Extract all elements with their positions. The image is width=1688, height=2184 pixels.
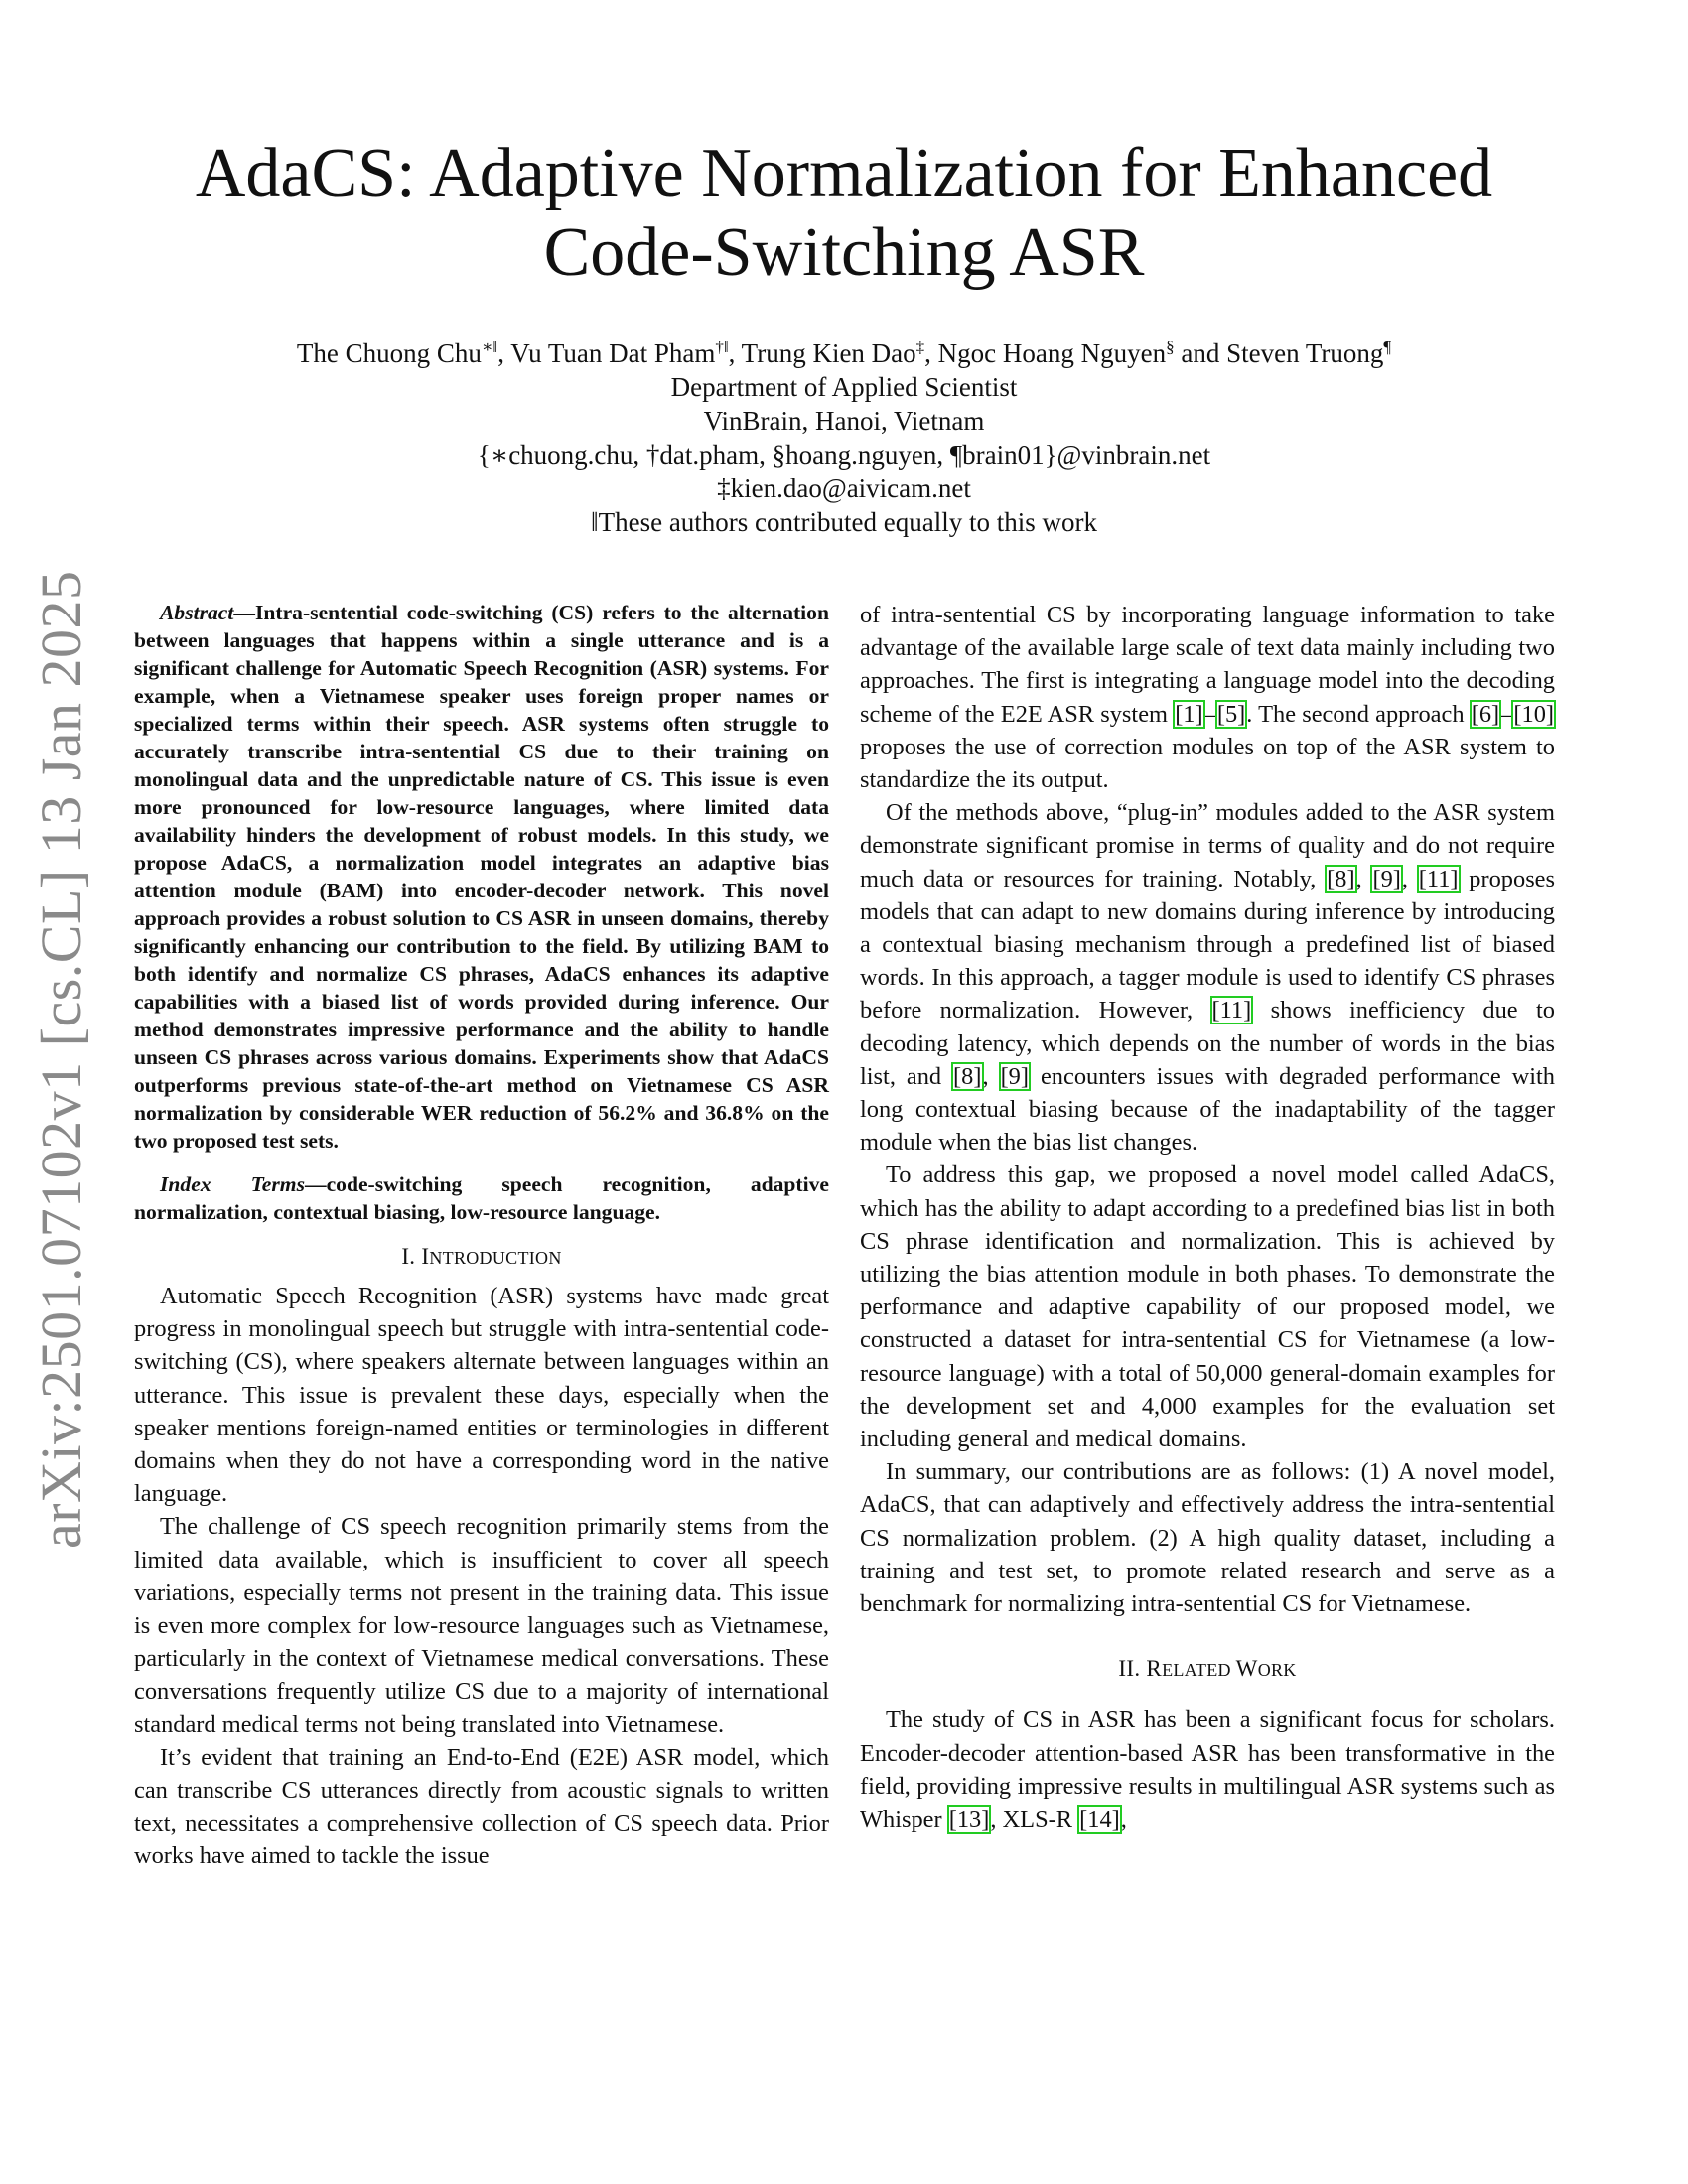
- text-run: ,: [982, 1062, 1000, 1090]
- paragraph: [860, 599, 1555, 796]
- arxiv-identifier: arXiv:2501.07102v1 [cs.CL] 13 Jan 2025: [29, 570, 93, 1549]
- author-mark: ∗‖: [481, 338, 498, 356]
- paragraph: Automatic Speech Recognition (ASR) systems have made great progress in monolingual speech but struggle with intra-sentential code-switching (CS), where speakers alternate between languages within an utterance. This issue is prevalent these days, especially when the speaker mentions foreign-named entities or terminologies in different domains when they do not have a corresponding word in the native language.: [134, 1283, 829, 1508]
- author-block: [0, 331, 1688, 539]
- text-run: ,: [1355, 865, 1372, 892]
- section-title: NTRODUCTION: [429, 1248, 562, 1268]
- abstract: [134, 599, 829, 1155]
- section-title: ORK: [1257, 1660, 1297, 1681]
- index-terms: [134, 1170, 829, 1226]
- author-mark: ¶: [1383, 338, 1392, 356]
- citation-link[interactable]: [11]: [1211, 997, 1252, 1024]
- email-secondary: ‡kien.dao@aivicam.net: [717, 474, 971, 503]
- author-name: , Vu Tuan Dat Pham: [497, 339, 716, 368]
- affiliation: [0, 370, 1688, 539]
- text-run: ,: [1401, 865, 1418, 892]
- citation-link[interactable]: [1]: [1175, 700, 1203, 728]
- author-name: , Trung Kien Dao: [728, 339, 916, 368]
- text-run: –: [1500, 700, 1513, 728]
- author-name: The Chuong Chu: [296, 339, 482, 368]
- author-name: and Steven Truong: [1174, 339, 1384, 368]
- section-number: I. I: [401, 1244, 430, 1269]
- text-run: , XLS-R: [990, 1805, 1079, 1833]
- author-list: [0, 331, 1688, 370]
- citation-link[interactable]: [10]: [1513, 700, 1555, 728]
- left-column: [134, 599, 829, 1873]
- institution: VinBrain, Hanoi, Vietnam: [703, 406, 985, 436]
- right-column: [860, 599, 1555, 1836]
- department: Department of Applied Scientist: [670, 372, 1018, 402]
- paragraph: [860, 796, 1555, 1159]
- text-run: –: [1203, 700, 1216, 728]
- citation-link[interactable]: [8]: [953, 1062, 982, 1090]
- paragraph: The challenge of CS speech recognition primarily stems from the limited data available, which is insufficient to cover all speech variations, especially terms not present in the training data. This issue is even more complex for low-resource languages such as Vietnamese, particularly in the context of Vietnamese medical conversations. These conversations frequently utilize CS due to a majority of international standard medical terms not being translated into Vietnamese.: [134, 1513, 829, 1738]
- citation-link[interactable]: [9]: [1372, 865, 1401, 892]
- text-run: . The second approach: [1246, 700, 1471, 728]
- section-heading-related-work: [860, 1654, 1555, 1684]
- text-run: shows inefficiency due to decoding latency, which depends on the number of words in the bias list, and: [860, 997, 1555, 1090]
- text-run: ,: [1120, 1805, 1127, 1833]
- text-run: proposes the use of correction modules on top of the ASR system to standardize the its output.: [860, 733, 1555, 794]
- author-mark: †‖: [715, 338, 729, 356]
- author-name: , Ngoc Hoang Nguyen: [924, 339, 1167, 368]
- text-run: Of the methods above, “plug-in” modules added to the ASR system demonstrate significant promise in terms of quality and do not require much data or resources for training. Notably,: [860, 799, 1555, 892]
- title-line-2: Code-Switching ASR: [543, 214, 1145, 291]
- abstract-label: Abstract: [160, 601, 234, 624]
- paragraph: In summary, our contributions are as follows: (1) A novel model, AdaCS, that can adaptively and effectively address the intra-sentential CS normalization problem. (2) A high quality dataset, including a training and test set, to promote related research and serve as a benchmark for normalizing intra-sentential CS for Vietnamese.: [860, 1458, 1555, 1618]
- email-list: {∗chuong.chu, †dat.pham, §hoang.nguyen, ¶brain01}@vinbrain.net: [477, 440, 1211, 470]
- section-heading-introduction: [134, 1242, 829, 1272]
- citation-link[interactable]: [6]: [1471, 700, 1500, 728]
- paragraph: It’s evident that training an End-to-End (E2E) ASR model, which can transcribe CS utterances directly from acoustic signals to written text, necessitates a comprehensive collection of CS speech data. Prior works have aimed to tackle the issue: [134, 1743, 829, 1870]
- title-line-1: AdaCS: Adaptive Normalization for Enhanced: [195, 135, 1493, 211]
- section-title: ELATED: [1162, 1660, 1236, 1681]
- index-terms-label: Index Terms: [160, 1172, 305, 1196]
- paragraph: [860, 1704, 1555, 1836]
- paper-title: [0, 134, 1688, 293]
- section-number: II. R: [1118, 1656, 1163, 1682]
- citation-link[interactable]: [11]: [1418, 865, 1459, 892]
- index-terms-text: —code-switching speech recognition, adaptive normalization, contextual biasing, low-resource language.: [134, 1172, 830, 1224]
- citation-link[interactable]: [9]: [1000, 1062, 1030, 1090]
- citation-link[interactable]: [8]: [1327, 865, 1355, 892]
- citation-link[interactable]: [14]: [1079, 1805, 1120, 1833]
- text-run: The study of CS in ASR has been a significant focus for scholars. Encoder-decoder attention-based ASR has been transformative in the field, providing impressive results in multilingual ASR systems such as Whisper: [860, 1706, 1555, 1833]
- section-title: W: [1235, 1656, 1258, 1682]
- citation-link[interactable]: [13]: [948, 1805, 990, 1833]
- text-run: of intra-sentential CS by incorporating language information to take advantage of the available large scale of text data mainly including two approaches. The first is integrating a language model into the decoding scheme of the E2E ASR system: [860, 602, 1555, 728]
- citation-link[interactable]: [5]: [1216, 700, 1246, 728]
- abstract-text: —Intra-sentential code-switching (CS) refers to the alternation between languages that happens within a single utterance and is a significant challenge for Automatic Speech Recognition (ASR) systems. For example, when a Vietnamese speaker uses foreign proper names or specialized terms within their speech. ASR systems often struggle to accurately transcribe intra-sentential CS due to their training on monolingual data and the unpredictable nature of CS. This issue is even more pronounced for low-resource languages, where limited data availability hinders the development of robust models. In this study, we propose AdaCS, a normalization model integrates an adaptive bias attention module (BAM) into encoder-decoder network. This novel approach provides a robust solution to CS ASR in unseen domains, thereby significantly enhancing our contribution to the field. By utilizing BAM to both identify and normalize CS phrases, AdaCS enhances its adaptive capabilities with a biased list of words provided during inference. Our method demonstrates impressive performance and the ability to handle unseen CS phrases across various domains. Experiments show that AdaCS outperforms previous state-of-the-art method on Vietnamese CS ASR normalization by considerable WER reduction of 56.2% and 36.8% on the two proposed test sets.: [134, 601, 829, 1153]
- equal-contribution-note: ‖These authors contributed equally to this work: [591, 507, 1097, 537]
- author-mark: §: [1166, 338, 1175, 356]
- text-run: encounters issues with degraded performance with long contextual biasing because of the inadaptability of the tagger module when the bias list changes.: [860, 1062, 1555, 1157]
- author-mark: ‡: [915, 338, 925, 356]
- text-run: proposes models that can adapt to new domains during inference by introducing a contextual biasing mechanism through a predefined list of biased words. In this approach, a tagger module is used to identify CS phrases before normalization. However,: [860, 865, 1555, 1024]
- paragraph: To address this gap, we proposed a novel model called AdaCS, which has the ability to adapt according to a predefined bias list in both CS phrase identification and normalization. This is achieved by utilizing the bias attention module in both phases. To demonstrate the performance and adaptive capability of our proposed model, we constructed a dataset for intra-sentential CS for Vietnamese (a low-resource language) with a total of 50,000 general-domain examples for the development set and 4,000 examples for the evaluation set including general and medical domains.: [860, 1161, 1555, 1453]
